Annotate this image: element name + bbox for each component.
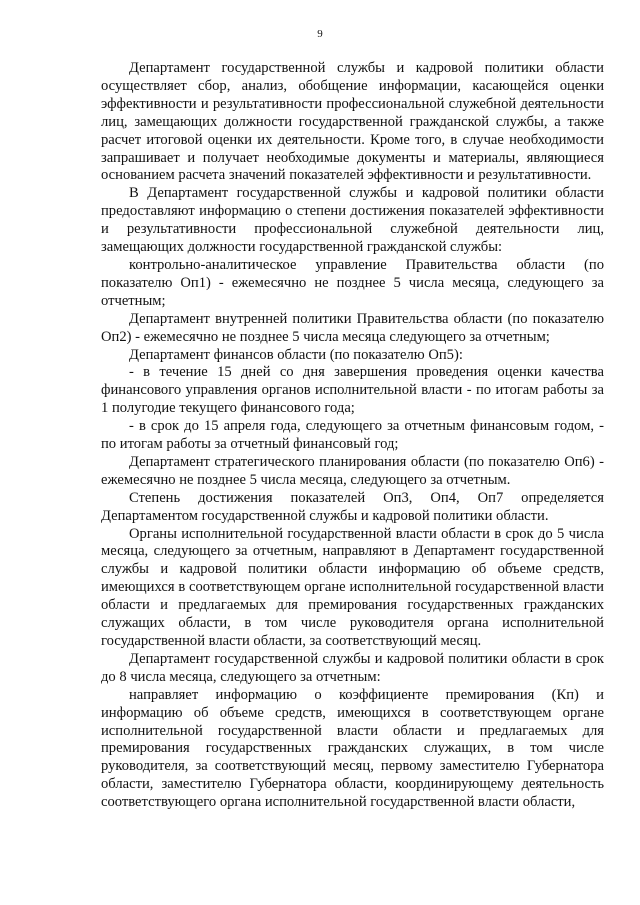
paragraph: направляет информацию о коэффициенте премирования (Кп) и информацию об объеме средств, имеющихся в соответствующем органе исполнительной государственной власти области и предлагаемых для премирования государственных гражданских служащих, в том числе руководителя, за соответствующий месяц, первому заместителю Губернатора области, заместителю Губернатора области, координирующему деятельность соответствующего органа исполнительной государственной власти области, <box>101 686 604 811</box>
paragraph: контрольно-аналитическое управление Правительства области (по показателю Оп1) - ежемесячно не позднее 5 числа месяца, следующего за отчетным; <box>101 256 604 309</box>
paragraph: Органы исполнительной государственной власти области в срок до 5 числа месяца, следующего за отчетным, направляют в Департамент государственной службы и кадровой политики области информацию об объеме средств, имеющихся в соответствующем органе исполнительной государственной власти области и предлагаемых для премирования государственных гражданских служащих области, в том числе руководителя органа исполнительной государственной власти области, за соответствующий месяц. <box>101 525 604 649</box>
paragraph: Департамент стратегического планирования области (по показателю Оп6) - ежемесячно не позднее 5 числа месяца, следующего за отчетным. <box>101 453 604 488</box>
paragraph: Департамент государственной службы и кадровой политики области осуществляет сбор, анализ, обобщение информации, касающейся оценки эффективности и результативности профессиональной служебной деятельности лиц, замещающих должности государственной гражданской службы, а также расчет итоговой оценки их деятельности. Кроме того, в случае необходимости запрашивает и получает необходимые документы и материалы, являющиеся основанием расчета значений показателей эффективности и результативности. <box>101 60 604 184</box>
paragraph: Департамент государственной службы и кадровой политики области в срок до 8 числа месяца, следующего за отчетным: <box>101 650 604 685</box>
paragraph: - в течение 15 дней со дня завершения проведения оценки качества финансового управления органов исполнительной власти - по итогам работы за 1 полугодие текущего финансового года; <box>101 364 604 417</box>
paragraph: - в срок до 15 апреля года, следующего за отчетным финансовым годом, - по итогам работы за отчетный финансовый год; <box>101 418 604 453</box>
paragraph: В Департамент государственной службы и кадровой политики области предоставляют информацию о степени достижения показателей эффективности и результативности профессиональной служебной деятельности лиц, замещающих должности государственной гражданской службы: <box>101 185 604 256</box>
paragraph: Департамент финансов области (по показателю Оп5): <box>129 346 463 363</box>
body-text <box>101 60 604 812</box>
page-number: 9 <box>317 28 323 40</box>
paragraph: Степень достижения показателей Оп3, Оп4, Оп7 определяется Департаментом государственной службы и кадровой политики области. <box>101 489 604 524</box>
paragraph: Департамент внутренней политики Правительства области (по показателю Оп2) - ежемесячно не позднее 5 числа месяца следующего за отчетным; <box>101 310 604 345</box>
